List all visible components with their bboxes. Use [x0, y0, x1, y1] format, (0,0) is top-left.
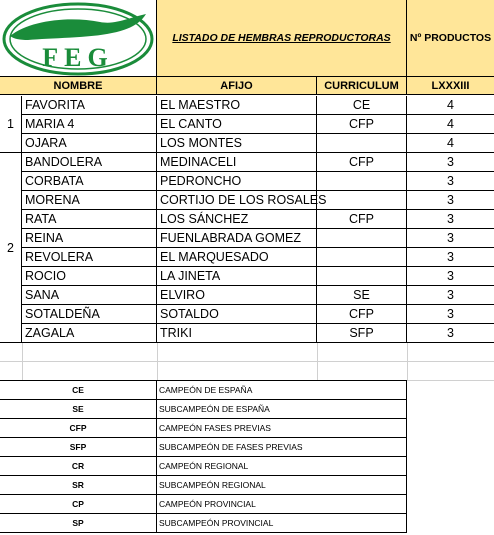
- legend-description[interactable]: CAMPEÓN DE ESPAÑA: [157, 381, 407, 400]
- cell-curriculum[interactable]: [317, 191, 407, 210]
- cell-curriculum[interactable]: CFP: [317, 153, 407, 172]
- cell-nombre[interactable]: ROCIO: [22, 267, 157, 286]
- sheet-title: LISTADO DE HEMBRAS REPRODUCTORAS: [172, 32, 391, 44]
- sheet-title-cell: [157, 0, 407, 77]
- products-header: Nº PRODUCTOS: [409, 32, 492, 44]
- group-label[interactable]: 2: [0, 153, 22, 343]
- cell-nombre[interactable]: ZAGALA: [22, 324, 157, 343]
- cell-afijo[interactable]: EL MAESTRO: [157, 96, 317, 115]
- column-header-nombre[interactable]: NOMBRE: [0, 77, 157, 95]
- cell-productos[interactable]: 3: [407, 210, 494, 229]
- cell-afijo[interactable]: LOS MONTES: [157, 134, 317, 153]
- cell-productos[interactable]: 3: [407, 153, 494, 172]
- cell-curriculum[interactable]: SFP: [317, 324, 407, 343]
- cell-productos[interactable]: 4: [407, 115, 494, 134]
- grid-line: [157, 343, 158, 381]
- cell-nombre[interactable]: REINA: [22, 229, 157, 248]
- cell-afijo[interactable]: EL MARQUESADO: [157, 248, 317, 267]
- cell-productos[interactable]: 3: [407, 267, 494, 286]
- feg-logo: [0, 0, 157, 77]
- cell-afijo[interactable]: TRIKI: [157, 324, 317, 343]
- logo-text: FEG: [42, 43, 114, 72]
- cell-afijo[interactable]: CORTIJO DE LOS ROSALES: [157, 191, 317, 210]
- cell-afijo[interactable]: SOTALDO: [157, 305, 317, 324]
- cell-curriculum[interactable]: [317, 267, 407, 286]
- cell-productos[interactable]: 3: [407, 305, 494, 324]
- grid-line: [22, 343, 23, 381]
- cell-curriculum[interactable]: CFP: [317, 115, 407, 134]
- legend-code[interactable]: SP: [0, 514, 157, 533]
- cell-nombre[interactable]: FAVORITA: [22, 96, 157, 115]
- cell-productos[interactable]: 4: [407, 134, 494, 153]
- cell-afijo[interactable]: PEDRONCHO: [157, 172, 317, 191]
- legend-code[interactable]: CE: [0, 381, 157, 400]
- cell-curriculum[interactable]: [317, 134, 407, 153]
- grid-line: [317, 343, 318, 381]
- grid-line: [407, 343, 408, 381]
- cell-nombre[interactable]: MORENA: [22, 191, 157, 210]
- cell-curriculum[interactable]: SE: [317, 286, 407, 305]
- legend-code[interactable]: SFP: [0, 438, 157, 457]
- legend-description[interactable]: SUBCAMPEÓN DE FASES PREVIAS: [157, 438, 407, 457]
- cell-productos[interactable]: 4: [407, 96, 494, 115]
- legend-description[interactable]: SUBCAMPEÓN REGIONAL: [157, 476, 407, 495]
- column-header-afijo[interactable]: AFIJO: [157, 77, 317, 95]
- cell-afijo[interactable]: LOS SÁNCHEZ: [157, 210, 317, 229]
- legend-description[interactable]: CAMPEÓN FASES PREVIAS: [157, 419, 407, 438]
- cell-afijo[interactable]: LA JINETA: [157, 267, 317, 286]
- cell-productos[interactable]: 3: [407, 191, 494, 210]
- cell-curriculum[interactable]: [317, 172, 407, 191]
- legend-code[interactable]: CP: [0, 495, 157, 514]
- cell-productos[interactable]: 3: [407, 172, 494, 191]
- column-header-curriculum[interactable]: CURRICULUM: [317, 77, 407, 95]
- group-label[interactable]: 1: [0, 96, 22, 153]
- cell-nombre[interactable]: RATA: [22, 210, 157, 229]
- legend-description[interactable]: CAMPEÓN REGIONAL: [157, 457, 407, 476]
- cell-afijo[interactable]: ELVIRO: [157, 286, 317, 305]
- column-header-roman[interactable]: LXXXIII: [407, 77, 494, 95]
- cell-nombre[interactable]: OJARA: [22, 134, 157, 153]
- cell-productos[interactable]: 3: [407, 286, 494, 305]
- legend-description[interactable]: CAMPEÓN PROVINCIAL: [157, 495, 407, 514]
- cell-nombre[interactable]: SANA: [22, 286, 157, 305]
- cell-curriculum[interactable]: [317, 248, 407, 267]
- cell-nombre[interactable]: CORBATA: [22, 172, 157, 191]
- cell-productos[interactable]: 3: [407, 248, 494, 267]
- cell-curriculum[interactable]: CFP: [317, 305, 407, 324]
- cell-curriculum[interactable]: [317, 229, 407, 248]
- legend-description[interactable]: SUBCAMPEÓN PROVINCIAL: [157, 514, 407, 533]
- cell-nombre[interactable]: BANDOLERA: [22, 153, 157, 172]
- products-header-cell: [407, 0, 494, 77]
- cell-nombre[interactable]: MARIA 4: [22, 115, 157, 134]
- legend-description[interactable]: SUBCAMPEÓN DE ESPAÑA: [157, 400, 407, 419]
- cell-afijo[interactable]: EL CANTO: [157, 115, 317, 134]
- legend-code[interactable]: SR: [0, 476, 157, 495]
- cell-curriculum[interactable]: CFP: [317, 210, 407, 229]
- cell-nombre[interactable]: SOTALDEÑA: [22, 305, 157, 324]
- feg-logo-cell: [0, 0, 157, 77]
- cell-nombre[interactable]: REVOLERA: [22, 248, 157, 267]
- legend-code[interactable]: SE: [0, 400, 157, 419]
- cell-productos[interactable]: 3: [407, 324, 494, 343]
- legend-code[interactable]: CFP: [0, 419, 157, 438]
- legend-code[interactable]: CR: [0, 457, 157, 476]
- cell-curriculum[interactable]: CE: [317, 96, 407, 115]
- empty-grid-row: [0, 362, 494, 381]
- empty-grid-row: [0, 343, 494, 362]
- cell-afijo[interactable]: FUENLABRADA GOMEZ: [157, 229, 317, 248]
- cell-afijo[interactable]: MEDINACELI: [157, 153, 317, 172]
- cell-productos[interactable]: 3: [407, 229, 494, 248]
